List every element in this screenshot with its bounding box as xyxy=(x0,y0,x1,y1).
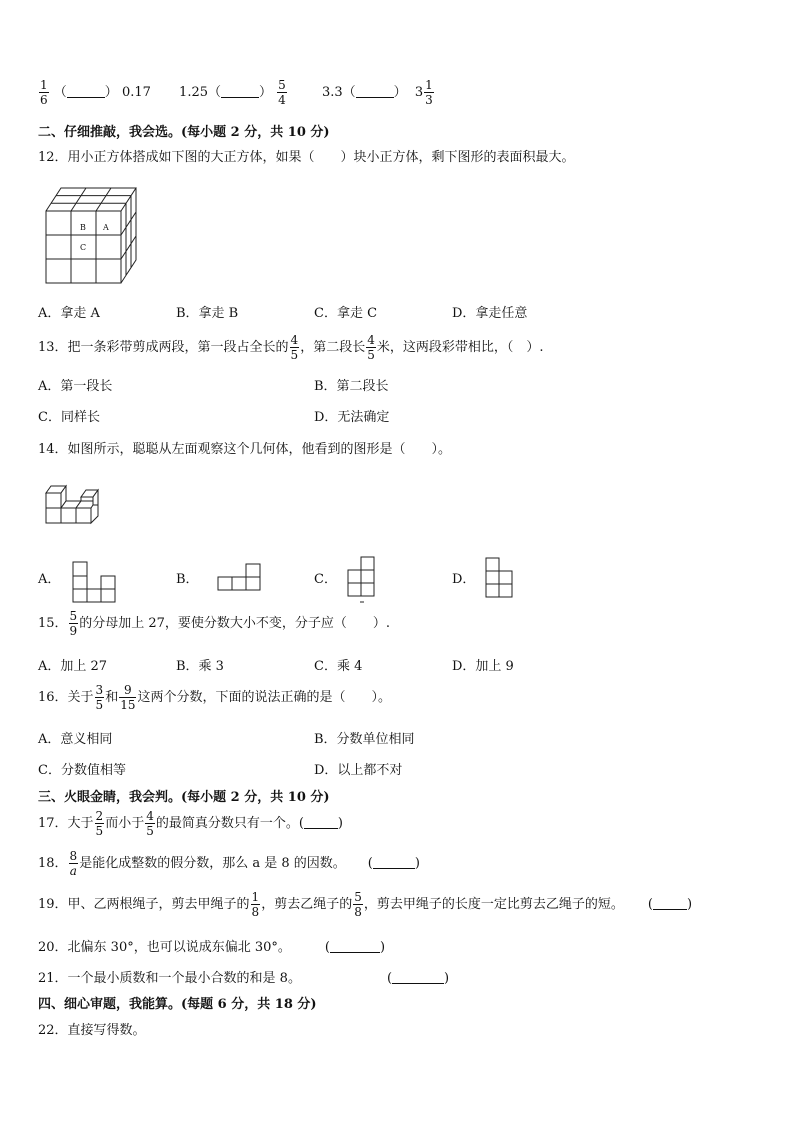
section-heading: 四、细心审题，我能算。(每题 6 分，共 18 分) xyxy=(38,997,317,1012)
fraction: $\frac{9}{15}$ xyxy=(120,683,136,712)
question-12-text: 12．用小正方体搭成如下图的大正方体，如果（ ）块小正方体，剩下图形的表面积最大。 xyxy=(38,150,575,165)
fraction: $\frac{4}{5}$ xyxy=(367,333,375,362)
question-14-text: 14．如图所示，聪聪从左面观察这个几何体，他看到的图形是（ ）。 xyxy=(38,442,452,457)
option-d-figure xyxy=(484,557,514,599)
option-b[interactable]: B． xyxy=(176,572,199,587)
solid-figure xyxy=(46,480,102,526)
fraction: $\frac{1}{8}$ xyxy=(251,890,260,919)
option-a[interactable]: A． xyxy=(38,572,61,587)
answer-blank[interactable] xyxy=(304,816,338,829)
fraction: $\frac{5}{9}$ xyxy=(69,609,78,638)
fraction: $\frac{3}{5}$ xyxy=(95,683,104,712)
question-13-text: 13．把一条彩带剪成两段，第一段占全长的 $\frac{4}{5}$ ，第二段长 $\frac{4}{5}$ 米，这两段彩带相比，（ ）. xyxy=(38,333,544,362)
mixed-number: 3 $\frac{1}{3}$ xyxy=(414,78,433,107)
fraction: $\frac{1}{6}$ xyxy=(40,78,48,107)
option-c[interactable]: C．同样长 xyxy=(38,410,100,425)
option-c-figure xyxy=(346,556,376,604)
option-c[interactable]: C．分数值相等 xyxy=(38,763,126,778)
option-d[interactable]: D．以上都不对 xyxy=(314,763,403,778)
option-c[interactable]: C．乘 4 xyxy=(314,659,363,674)
question-17-text: 17．大于 $\frac{2}{5}$ 而小于 $\frac{4}{5}$ 的最简真分数只有一个。( ) xyxy=(38,809,343,838)
option-d[interactable]: D． xyxy=(452,572,476,587)
question-15-text: 15． $\frac{5}{9}$ 的分母加上 27，要使分数大小不变，分子应（ ）. xyxy=(38,609,390,638)
answer-blank[interactable] xyxy=(221,85,259,98)
option-d[interactable]: D．加上 9 xyxy=(452,659,514,674)
question-22-text: 22．直接写得数。 xyxy=(38,1023,146,1038)
question-16-text: 16．关于 $\frac{3}{5}$ 和 $\frac{9}{15}$ 这两个分数，下面的说法正确的是（ ）。 xyxy=(38,683,391,712)
cube-label-a: A xyxy=(103,223,109,232)
answer-blank[interactable] xyxy=(373,856,415,869)
question-18-text: 18． $\frac{8}{a}$ 是能化成整数的假分数，那么 a 是 8 的因数。 ( ) xyxy=(38,849,420,878)
question-19-text: 19．甲、乙两根绳子，剪去甲绳子的 $\frac{1}{8}$ ，剪去乙绳子的 $\frac{5}{8}$ ，剪去甲绳子的长度一定比剪去乙绳子的短。 ( ) xyxy=(38,890,693,919)
fraction: $\frac{4}{5}$ xyxy=(290,333,299,362)
option-b[interactable]: B．拿走 B xyxy=(176,306,239,321)
option-b-figure xyxy=(217,563,262,591)
comparison-row: $\frac{1}{6}$ （ ） 0.17 1.25（ ） $\frac{5}{4}$ 3.3（ ） 3 $\frac{1}{3}$ xyxy=(40,78,433,107)
option-c[interactable]: C． xyxy=(314,572,337,587)
option-a[interactable]: A．拿走 A xyxy=(38,306,100,321)
section-heading: 三、火眼金睛，我会判。(每小题 2 分，共 10 分) xyxy=(38,790,330,805)
fraction: $\frac{4}{5}$ xyxy=(146,809,154,838)
answer-blank[interactable] xyxy=(392,971,444,984)
question-20-text: 20．北偏东 30°，也可以说成东偏北 30°。 ( ) xyxy=(38,940,386,955)
option-d[interactable]: D．拿走任意 xyxy=(452,306,528,321)
section-heading: 二、仔细推敲，我会选。(每小题 2 分，共 10 分) xyxy=(38,125,330,140)
option-c[interactable]: C．拿走 C xyxy=(314,306,378,321)
answer-blank[interactable] xyxy=(653,897,687,910)
fraction: $\frac{2}{5}$ xyxy=(95,809,104,838)
cube-label-b: B xyxy=(80,223,86,232)
option-a[interactable]: A．加上 27 xyxy=(38,659,108,674)
fraction: $\frac{5}{8}$ xyxy=(354,890,362,919)
option-b[interactable]: B．分数单位相同 xyxy=(314,732,415,747)
answer-blank[interactable] xyxy=(67,85,105,98)
option-a[interactable]: A．意义相同 xyxy=(38,732,113,747)
fraction: $\frac{8}{a}$ xyxy=(69,849,78,878)
option-d[interactable]: D．无法确定 xyxy=(314,410,390,425)
option-a[interactable]: A．第一段长 xyxy=(38,379,113,394)
option-a-figure xyxy=(72,561,117,603)
option-b[interactable]: B．乘 3 xyxy=(176,659,224,674)
fraction: $\frac{5}{4}$ xyxy=(278,78,286,107)
cube-figure xyxy=(46,186,156,286)
option-b[interactable]: B．第二段长 xyxy=(314,379,389,394)
cube-label-c: C xyxy=(80,243,87,252)
answer-blank[interactable] xyxy=(330,940,380,953)
answer-blank[interactable] xyxy=(356,85,394,98)
question-21-text: 21．一个最小质数和一个最小合数的和是 8。 ( ) xyxy=(38,971,450,986)
